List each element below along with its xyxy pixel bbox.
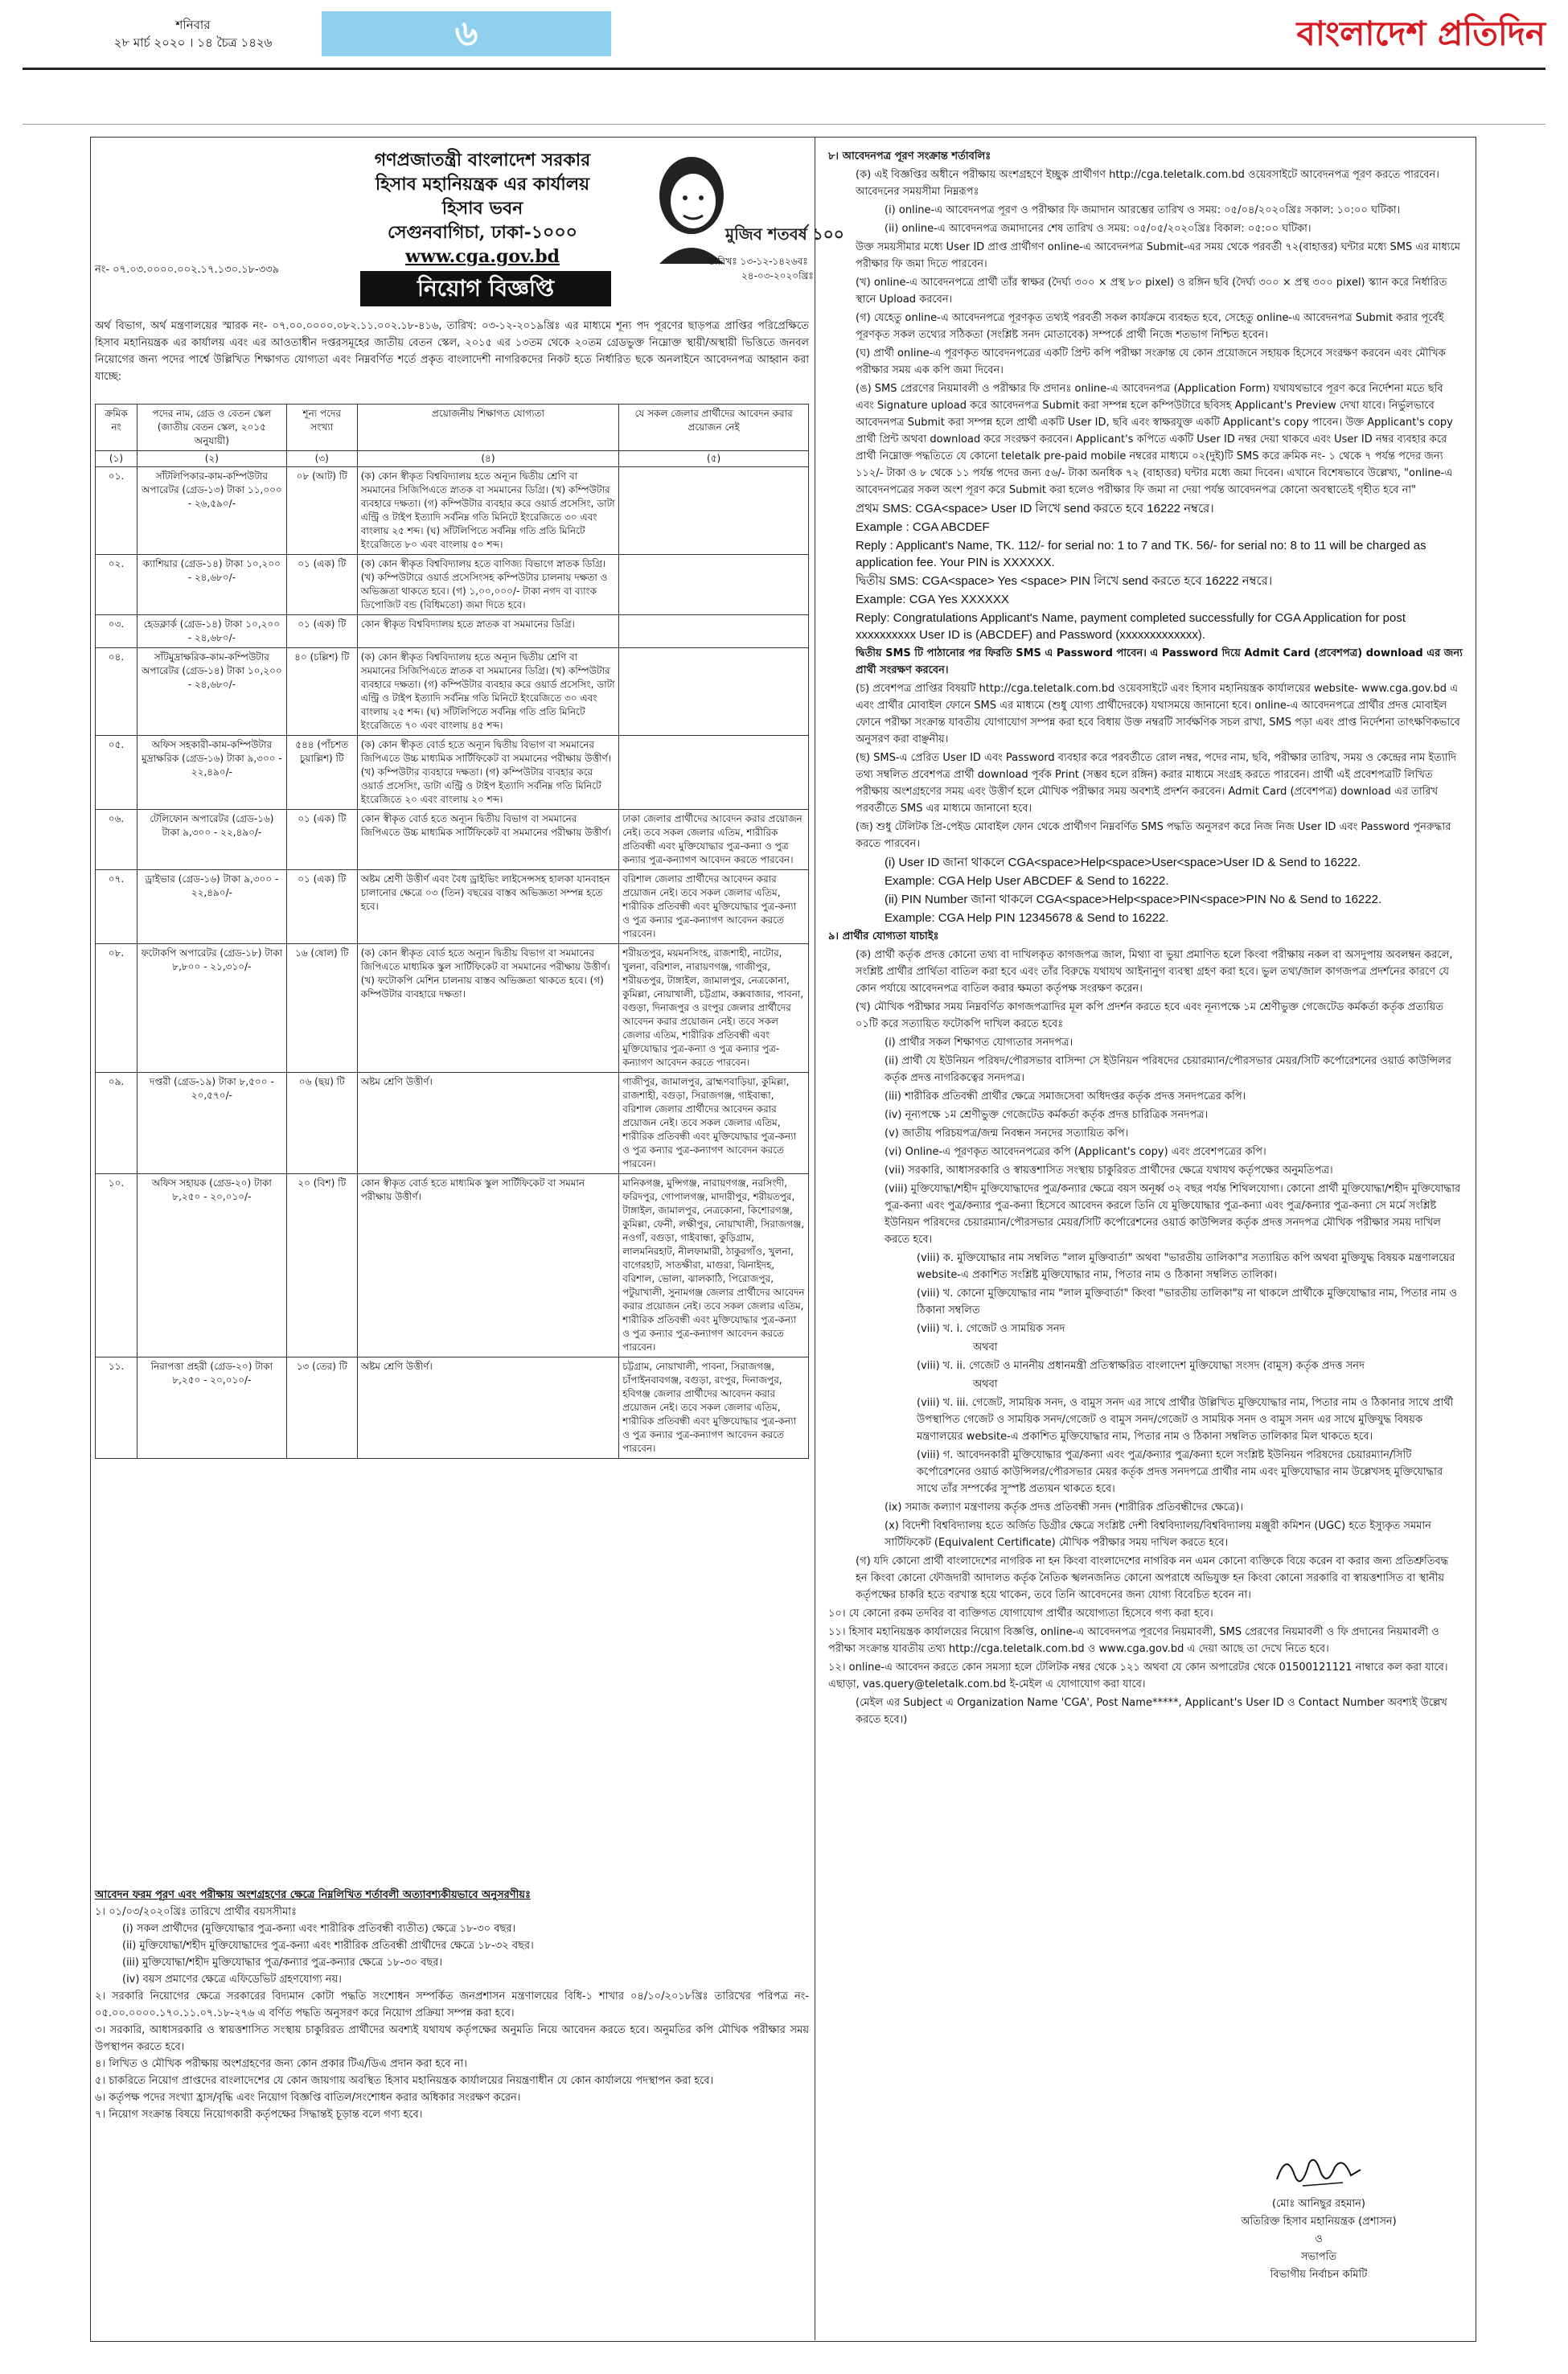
cell-serial: ০৯. [96, 1073, 138, 1174]
section-9-kha: (খ) মৌখিক পরীক্ষার সময় নিম্নবর্ণিত কাগজপত্রাদির মূল কপি প্রদর্শন করতে হবে এবং নূন্যপক্ষে ১ম শ্রেণীভুক্ত গেজেটেড কর্মকর্তা কর্তৃক প্রত্যয়িত ০১টি করে সত্যায়িত ফটোকপি দাখিল করতে হবেঃ [856, 1001, 1443, 1030]
sms-first: প্রথম SMS: CGA<space> User ID লিখে send করতে হবে 16222 নম্বরে। [856, 502, 1214, 515]
cell-count: ১৩ (তের) টি [286, 1357, 357, 1459]
section-9-title: ৯। প্রার্থীর যোগ্যতা যাচাইঃ [828, 930, 939, 943]
cell-count: ০৬ (ছয়) টি [286, 1073, 357, 1174]
section-8-ka: (ক) এই বিজ্ঞপ্তির অধীনে পরীক্ষায় অংশগ্রহণে ইচ্ছুক প্রার্থীগণ http://cga.teletalk.com.bd ওয়েবসাইটে আবেদনপত্র পূরণ করতে পারবেন। আবেদনের সময়সীমা নিম্নরূপঃ [856, 169, 1439, 198]
cell-count: ০১ (এক) টি [286, 555, 357, 615]
cell-serial: ০৫. [96, 736, 138, 810]
cell-qualification: (ক) কোন স্বীকৃত বিশ্ববিদ্যালয় হতে অন্যূন দ্বিতীয় শ্রেণি বা সমমানের সিজিপিএতে স্নাতক বা সমমানের ডিগ্রি। (খ) কম্পিউটার ব্যবহারে দক্ষতা। (গ) কম্পিউটার ব্যবহার করে ওয়ার্ড প্রসেসিং, ডাটা এন্ট্রি ও টাইপ ইত্যাদি সর্বনিম্ন গতি মিনিটে ইংরেজিতে ৩০ এবং বাংলায় ২৫ শব্দ। (ঘ) সাঁটলিপিতে সর্বনিম্ন গতি প্রতি মিনিটে ইংরেজিতে ৭০ এবং বাংলায় ৪৫ শব্দ। [357, 648, 619, 736]
section-11: ১১। হিসাব মহানিয়ন্ত্রক কার্যালয়ের নিয়োগ বিজ্ঞপ্তি, online-এ আবেদনপত্র পূরণের নিয়মাবলী, SMS প্রেরণের নিয়মাবলী ও ফি প্রদানের নিয়মাবলী ও পরীক্ষা সংক্রান্ত যাবতীয় তথ্য http://cga.teletalk.com.bd ও www.cga.gov.bd এ দেয়া আছে তা দেখে নিতে হবে। [828, 1626, 1439, 1655]
section-8-chha: (ছ) SMS-এ প্রেরিত User ID এবং Password ব্যবহার করে পরবর্তীতে রোল নম্বর, পদের নাম, ছবি, পরীক্ষার তারিখ, সময় ও কেন্দ্রের নাম ইত্যাদি তথ্য সম্বলিত প্রবেশপত্র প্রার্থী download পূর্বক Print (সম্ভব হলে রঙ্গিন) করার মাধ্যমে সংগ্রহ করতে পারবেন। প্রার্থী এই প্রবেশপত্রটি লিখিত পরীক্ষায় অংশগ্রহণের সময় এবং উত্তীর্ণ হলে মৌখিক পরীক্ষার সময় অবশ্যই প্রদর্শন করবেন। Admit Card (প্রবেশপত্র) download এর তারিখ পরবর্তীতে SMS এর মাধ্যমে জানানো হবে। [856, 752, 1457, 815]
section-8-uma: (ঙ) SMS প্রেরণের নিয়মাবলী ও পরীক্ষার ফি প্রদানঃ online-এ আবেদনপত্র (Application Form) যথাযথভাবে পূরণ করে নির্দেশনা মতে ছবি এবং Signature upload করে আবেদনপত্র Submit করা সম্পন্ন হলে কম্পিউটারে ছবিসহ Applicant's Preview দেখা যাবে। নির্ভুলভাবে আবেদনপত্র Submit করা সম্পন্ন হলে প্রার্থী একটি User ID, ছবি এবং স্বাক্ষরযুক্ত একটি Applicant's copy পাবেন। উক্ত Applicant's copy প্রার্থী প্রিন্ট অথবা download করে সংরক্ষণ করবেন। Applicant's কপিতে একটি User ID নম্বর দেয়া থাকবে এবং User ID নম্বর ব্যবহার করে প্রার্থী নিম্নোক্ত পদ্ধতিতে যে কোনো teletalk pre-paid mobile নম্বরের মাধ্যমে ০২(দুই)টি SMS করে ক্রমিক নং- ১ থেকে ৭ পর্যন্ত পদের জন্য ১১২/- টাকা ও ৮ থেকে ১১ পর্যন্ত পদের জন্য ৫৬/- টাকা অনধিক ৭২ (বাহাত্তর) ঘন্টার মধ্যে জমা দিবেন। এখানে বিশেষভাবে উল্লেখ্য, "online-এ আবেদনপত্রের সকল অংশ পূরণ করে Submit করা হলেও পরীক্ষার ফি জমা না দেয়া পর্যন্ত আবেদনপত্র কোনো অবস্থাতেই গৃহীত হবে না" [856, 383, 1453, 496]
office-website[interactable]: www.cga.gov.bd [404, 246, 560, 267]
cell-district: গাজীপুর, জামালপুর, ব্রাহ্মণবাড়িয়া, কুমিল্লা, রাজশাহী, বগুড়া, সিরাজগঞ্জ, গাইবান্ধা, বরিশাল জেলার প্রার্থীদের আবেদন করার প্রয়োজন নেই। তবে সকল জেলার এতিম, শারীরিক প্রতিবন্ধী এবং মুক্তিযোদ্ধার পুত্র-কন্যা ও পুত্র কন্যার পুত্র-কন্যাগণ আবেদন করতে পারবেন। [619, 1073, 809, 1174]
table-row [96, 944, 809, 1073]
document-item: (vi) Online-এ পূরণকৃত আবেদনপত্রের কপি (Applicant's copy) এবং প্রবেশপত্রের কপি। [885, 1146, 1266, 1158]
table-row [96, 810, 809, 870]
document-item: (ii) প্রার্থী যে ইউনিয়ন পরিষদ/পৌরসভার বাসিন্দা সে ইউনিয়ন পরিষদের চেয়ারম্যান/পৌরসভার মেয়র/সিটি কর্পোরেশনের ওয়ার্ড কাউন্সিলর কর্তৃক প্রদত্ত নাগরিকত্বের সনদপত্র। [885, 1055, 1451, 1084]
freedom-fighter-doc: (viii) খ. i. গেজেট ও সাময়িক সনদ [917, 1323, 1065, 1335]
table-header-row [96, 405, 809, 451]
header-post: পদের নাম, গ্রেড ও বেতন স্কেল (জাতীয় বেতন স্কেল, ২০১৫ অনুযায়ী) [137, 405, 286, 451]
signatory-name: (মোঃ আনিছুর রহমান) [1271, 2198, 1365, 2210]
signature-block [1182, 2195, 1455, 2284]
table-row [96, 467, 809, 555]
condition-subitem: (i) সকল প্রার্থীদের (মুক্তিযোদ্ধার পুত্র-কন্যা এবং শারীরিক প্রতিবন্ধী ব্যতীত) ক্ষেত্রে ১৮-৩০ বছর। [122, 1923, 516, 1935]
cell-serial: ০৬. [96, 810, 138, 870]
handwritten-signature [1270, 2147, 1367, 2195]
cell-post: হেডক্লার্ক (গ্রেড-১৪) টাকা ১০,২০০ - ২৪,৬৮০/- [137, 615, 286, 648]
building-name: হিসাব ভবন [441, 198, 523, 219]
cell-district [619, 467, 809, 555]
issue-day: শনিবার [175, 18, 211, 32]
table-row [96, 648, 809, 736]
section-12: ১২। online-এ আবেদন করতে কোন সমস্যা হলে টেলিটক নম্বর থেকে ১২১ অথবা যে কোন অপারেটর থেকে 01500121121 নাম্বারে কল করা যাবে। এছাড়া, vas.query@teletalk.com.bd ই-মেইল এ যোগাযোগ করা যাবে। [828, 1661, 1448, 1690]
section-8-ja: (জ) শুধু টেলিটক প্রি-পেইড মোবাইল ফোন থেকে প্রার্থীগণ নিম্নবর্ণিত SMS পদ্ধতি অনুসরণ করে নিজ নিজ User ID এবং Password পুনরুদ্ধার করতে পারবেন। [856, 821, 1451, 850]
section-8-ka-ii: (ii) online-এ আবেদনপত্র জমাদানের শেষ তারিখ ও সময়: ০৫/০৫/২০২০খ্রিঃ বিকাল: ০৫:০০ ঘটিকা। [885, 223, 1311, 235]
document-item: (v) জাতীয় পরিচয়পত্র/জন্ম নিবন্ধন সনদের সত্যায়িত কপি। [885, 1127, 1129, 1140]
memo-date-label: তারিখঃ [708, 256, 737, 267]
memo-number: নং- ০৭.০৩.০০০০.০০২.১৭.১৩০.১৮-৩৩৯ [95, 264, 280, 276]
signatory-and: ও [1315, 2233, 1323, 2245]
section-9-ga: (গ) যদি কোনো প্রার্থী বাংলাদেশের নাগরিক না হন কিংবা বাংলাদেশের নাগরিক নন এমন কোনো ব্যক্তিকে বিয়ে করেন বা করার জন্য প্রতিশ্রুতিবদ্ধ হন কিংবা কোনো ফৌজদারী আদালত কর্তৃক নৈতিক স্খলনজনিত কোনো অপরাধে অভিযুক্ত হন কিংবা কোনো সরকারি বা স্বায়ত্তশাসিত বা স্থানীয় কর্তৃপক্ষের চাকরি হতে বরখাস্ত হয়ে থাকেন, তবে তিনি আবেদনের জন্য যোগ্য বিবেচিত হবেন না। [856, 1555, 1449, 1601]
cell-post: অফিস সহকারী-কাম-কম্পিউটার মুদ্রাক্ষরিক (গ্রেড-১৬) টাকা ৯,৩০০ - ২২,৪৯০/- [137, 736, 286, 810]
document-item: (ix) সমাজ কল্যাণ মন্ত্রণালয় কর্তৃক প্রদত্ত প্রতিবন্ধী সনদ (শারীরিক প্রতিবন্ধীদের ক্ষেত্রে)। [885, 1501, 1244, 1514]
cell-qualification: (ক) কোন স্বীকৃত বোর্ড হতে অন্যূন দ্বিতীয় বিভাগ বা সমমানের জিপিএতে মাধ্যমিক স্কুল সার্টিফিকেট বা সমমানের পরীক্ষায় উত্তীর্ণ। (খ) ফটোকপি মেশিন চালনায় বাস্তব অভিজ্ঞতা থাকতে হবে। (গ) কম্পিউটার ব্যবহারে দক্ষতা। [357, 944, 619, 1073]
sms-second: দ্বিতীয় SMS: CGA<space> Yes <space> PIN লিখে send করতে হবে 16222 নম্বরে। [856, 574, 1273, 588]
office-name: হিসাব মহানিয়ন্ত্রক এর কার্যালয় [375, 174, 590, 195]
cell-count: ০১ (এক) টি [286, 870, 357, 944]
issue-date [105, 16, 281, 51]
col-number: (২) [137, 451, 286, 467]
document-item: (x) বিদেশী বিশ্ববিদ্যালয় হতে অর্জিত ডিগ্রীর ক্ষেত্রে সংশ্লিষ্ট দেশী বিশ্ববিদ্যালয়/বিশ্ববিদ্যালয় মঞ্জুরী কমিশন (UGC) হতে ইস্যুকৃত সমমান সার্টিফিকেট (Equivalent Certificate) মৌখিক পরীক্ষার সময় দাখিল করতে হবে। [885, 1520, 1431, 1549]
office-header [314, 148, 651, 269]
cell-post: সাঁটমুদ্রাক্ষরিক-কাম-কম্পিউটার অপারেটর (গ্রেড-১৪) টাকা ১০,২০০ - ২৪,৬৮০/- [137, 648, 286, 736]
logo-text: মুজিব শতবর্ষ ১০০ [725, 224, 844, 244]
condition-item: ৬। কর্তৃপক্ষ পদের সংখ্যা হ্রাস/বৃদ্ধি এবং নিয়োগ বিজ্ঞপ্তি বাতিল/সংশোধন করার অধিকার সংরক্ষণ করেন। [95, 2092, 521, 2104]
freedom-fighter-doc: (viii) খ. ii. গেজেট ও মাননীয় প্রধানমন্ত্রী প্রতিস্বাক্ষরিত বাংলাদেশ মুক্তিযোদ্ধা সংসদ (বামুস) কর্তৃক প্রদত্ত সনদ [917, 1360, 1365, 1372]
memo-date-english: ২৪-০৩-২০২০খ্রিঃ [741, 270, 814, 281]
header-district: যে সকল জেলার প্রার্থীদের আবেদন করার প্রয়োজন নেই [619, 405, 809, 451]
condition-item: ১। ০১/০৩/২০২০খ্রিঃ তারিখে প্রার্থীর বয়সসীমাঃ [95, 1906, 297, 1918]
signatory-committee: বিভাগীয় নির্বাচন কমিটি [1270, 2269, 1368, 2281]
document-item: (vii) সরকারি, আধাসরকারি ও স্বায়ত্তশাসিত সংস্থায় চাকুরিরত প্রার্থীদের ক্ষেত্রে যথাযথ কর্তৃপক্ষের অনুমতিপত্র। [885, 1164, 1333, 1177]
condition-item: ৪। লিখিত ও মৌখিক পরীক্ষায় অংশগ্রহণের জন্য কোন প্রকার টিএ/ডিএ প্রদান করা হবে না। [95, 2058, 467, 2070]
section-10: ১০। যে কোনো রকম তদবির বা ব্যক্তিগত যোগাযোগ প্রার্থীর অযোগ্যতা হিসেবে গণ্য করা হবে। [828, 1608, 1213, 1620]
memo-date-bangla: ১৩-১২-১৪২৬বঃ [740, 256, 808, 267]
freedom-fighter-doc: (viii) খ. কোনো মুক্তিযোদ্ধার নাম "লাল মুক্তিবার্তা" কিংবা "ভারতীয় তালিকা"য় না থাকলে প্রার্থীকে মুক্তিযোদ্ধার নাম, পিতার নাম ও ঠিকানা সম্বলিত [917, 1288, 1458, 1316]
recovery-user-id-example: Example: CGA Help User ABCDEF & Send to 16222. [885, 874, 1169, 888]
cell-district: বরিশাল জেলার প্রার্থীদের আবেদন করার প্রয়োজন নেই। তবে সকল জেলার এতিম, শারীরিক প্রতিবন্ধী এবং মুক্তিযোদ্ধার পুত্র-কন্যা ও পুত্র কন্যার পুত্র-কন্যাগণ আবেদন করতে পারবেন। [619, 870, 809, 944]
section-8-ka-note: উক্ত সময়সীমার মধ্যে User ID প্রাপ্ত প্রার্থীগণ online-এ আবেদনপত্র Submit-এর সময় থেকে পরবর্তী ৭২(বাহাত্তর) ঘন্টার মধ্যে SMS এর মাধ্যমে পরীক্ষার ফি জমা দিতে পারবেন। [856, 241, 1461, 270]
cell-serial: ০৮. [96, 944, 138, 1073]
cell-qualification: কোন স্বীকৃত বোর্ড হতে মাধ্যমিক স্কুল সার্টিফিকেট বা সমমান পরীক্ষায় উত্তীর্ণ। [357, 1174, 619, 1357]
col-number: (৪) [357, 451, 619, 467]
table-row [96, 736, 809, 810]
recovery-pin: (ii) PIN Number জানা থাকলে CGA<space>Help<space>PIN<space>PIN No & Send to 16222. [885, 893, 1382, 906]
document-item: (viii) মুক্তিযোদ্ধা/শহীদ মুক্তিযোদ্ধাদের পুত্র/কন্যার ক্ষেত্রে বয়স অনূর্ধ্ব ৩২ বছর পর্যন্ত শিথিলযোগ্য। কোনো প্রার্থী মুক্তিযোদ্ধা/শহীদ মুক্তিযোদ্ধার পুত্র-কন্যা এবং পুত্র/কন্যার পুত্র-কন্যা হিসেবে আবেদন করলে তিনি যে মুক্তিযোদ্ধার পুত্র-কন্যা এবং পুত্র/কন্যার পুত্র-কন্যা সে মর্মে সংশ্লিষ্ট ইউনিয়ন পরিষদের চেয়ারম্যান/পৌরসভার মেয়র/সিটি কর্পোরেশনের ওয়ার্ড কাউন্সিলর কর্তৃক প্রদত্ত সনদপত্র মৌখিক পরীক্ষার সময় দাখিল করতে হবে। [885, 1183, 1461, 1246]
col-number: (৫) [619, 451, 809, 467]
table-column-number-row [96, 451, 809, 467]
memo-date [708, 254, 814, 283]
document-item: (iv) নূন্যপক্ষে ১ম শ্রেণীভুক্ত গেজেটেড কর্মকর্তা কর্তৃক প্রদত্ত চারিত্রিক সনদপত্র। [885, 1109, 1209, 1121]
intro-paragraph: অর্থ বিভাগ, অর্থ মন্ত্রণালয়ের স্মারক নং- ০৭.০০.০০০০.০৮২.১১.০০২.১৮-৪১৬, তারিখ: ০৩-১২-২০১৯খ্রিঃ এর মাধ্যমে শূন্য পদ পূরণের ছাড়পত্র প্রাপ্তির পরিপ্রেক্ষিতে হিসাব মহানিয়ন্ত্রক এর কার্যালয় এবং এর আওতাধীন দপ্তরসমূহের জাতীয় বেতন স্কেল, ২০১৫ এর ১৩তম থেকে ২০তম গ্রেডভুক্ত নিম্নোক্ত স্থায়ী/অস্থায়ী ভিত্তিতে জনবল নিয়োগের জন্য পদের পার্শ্বে উল্লিখিত শিক্ষাগত যোগ্যতা এবং নিম্নবর্ণিত শর্তে প্রকৃত বাংলাদেশী নাগরিকদের নিকট হতে নির্ধারিত ছকে অনলাইনে আবেদনপত্র আহ্বান করা যাচ্ছে: [95, 320, 809, 383]
masthead-subdivider [23, 124, 1545, 125]
cell-post: টেলিফোন অপারেটর (গ্রেড-১৬) টাকা ৯,৩০০ - ২২,৪৯০/- [137, 810, 286, 870]
cell-serial: ১০. [96, 1174, 138, 1357]
office-address: সেগুনবাগিচা, ঢাকা-১০০০ [388, 222, 577, 243]
condition-item: ৭। নিয়োগ সংক্রান্ত বিষয়ে নিয়োগকারী কর্তৃপক্ষের সিদ্ধান্তই চূড়ান্ত বলে গণ্য হবে। [95, 2109, 423, 2121]
cell-serial: ০১. [96, 467, 138, 555]
freedom-fighter-doc: (viii) খ. iii. গেজেট, সাময়িক সনদ, ও বামুস সনদ এর সাথে প্রার্থীর উল্লিখিত মুক্তিযোদ্ধার নাম, পিতার নাম ও ঠিকানার সাথে প্রার্থী উপস্থাপিত গেজেট ও সাময়িক সনদ/গেজেট ও বামুস সনদ/গেজেট ও সাময়িক সনদ ও বামুস সনদ এর সাথে মুক্তিযুদ্ধ বিষয়ক মন্ত্রণালয়ের website-এ প্রকাশিত মুক্তিযোদ্ধার নাম, পিতার নাম ও ঠিকানা সম্বলিত তালিকার মিল থাকতে হবে। [917, 1397, 1454, 1443]
section-8-kha: (খ) online-এ আবেদনপত্রে প্রার্থী তাঁর স্বাক্ষর (দৈর্ঘ্য ৩০০ × প্রস্থ ৮০ pixel) ও রঙ্গিন ছবি (দৈর্ঘ্য ৩০০ × প্রস্থ ৩০০ pixel) স্ক্যান করে নির্ধারিত স্থানে Upload করবেন। [856, 277, 1447, 306]
sms-second-reply: Reply: Congratulations Applicant's Name, payment completed successfully for CGA Application for post xxxxxxxxxx User ID is (ABCDEF) and Password (xxxxxxxxxxxxx). [856, 611, 1406, 642]
cell-qualification: অষ্টম শ্রেণী উত্তীর্ণ এবং বৈধ ড্রাইভিং লাইসেন্সসহ হালকা যানবাহন চালানোর ক্ষেত্রে ০৩ (তিন) বছরের বাস্তব অভিজ্ঞতা সম্পন্ন হতে হবে। [357, 870, 619, 944]
cell-serial: ১১. [96, 1357, 138, 1459]
right-column [828, 148, 1463, 1730]
section-9-ka: (ক) প্রার্থী কর্তৃক প্রদত্ত কোনো তথ্য বা দাখিলকৃত কাগজপত্র জাল, মিথ্যা বা ভুয়া প্রমাণিত হলে কিংবা পরীক্ষায় নকল বা অসদুপায় অবলম্বন করলে, সংশ্লিষ্ট প্রার্থীর প্রার্থিতা বাতিল করা হবে এবং তাঁর বিরুদ্ধে যথাযথ আইনানুগ ব্যবস্থা গ্রহণ করা হবে। ভুল তথ্য/জাল কাগজপত্র প্রদর্শনের কারণে যে কোন পর্যায়ে আবেদনপত্র বাতিল করার ক্ষমতা কর্তৃপক্ষ সংরক্ষণ করেন। [856, 949, 1453, 995]
table-row [96, 1174, 809, 1357]
cell-count: ২০ (বিশ) টি [286, 1174, 357, 1357]
page-number-banner: ৬ [322, 11, 611, 56]
cell-district [619, 736, 809, 810]
cell-count: ০১ (এক) টি [286, 615, 357, 648]
section-8-ka-i: (i) online-এ আবেদনপত্র পূরণ ও পরীক্ষার ফি জমাদান আরম্ভের তারিখ ও সময়: ০৫/০৪/২০২০খ্রিঃ সকাল: ১০:০০ ঘটিকা। [885, 204, 1401, 216]
sms-second-example: Example: CGA Yes XXXXXX [856, 593, 1009, 606]
cell-post: ফটোকপি অপারেটর (গ্রেড-১৮) টাকা ৮,৮০০ - ২১,৩১০/- [137, 944, 286, 1073]
cell-district: মানিকগঞ্জ, মুন্সিগঞ্জ, নারায়ণগঞ্জ, নরসিংদী, ফরিদপুর, গোপালগঞ্জ, মাদারীপুর, শরীয়তপুর, টাঙ্গাইল, জামালপুর, নেত্রকোনা, কিশোরগঞ্জ, কুমিল্লা, ফেনী, লক্ষীপুর, নোয়াখালী, সিরাজগঞ্জ, নওগাঁ, বগুড়া, গাইবান্ধা, কুড়িগ্রাম, লালমনিরহাট, নীলফামারী, ঠাকুরগাঁও, খুলনা, বাগেরহাট, সাতক্ষীরা, মাগুরা, ঝিনাইদহ, বরিশাল, ভোলা, ঝালকাঠি, পিরোজপুর, পটুয়াখালী, সুনামগঞ্জ জেলার প্রার্থীদের আবেদন করার প্রয়োজন নেই। তবে সকল জেলার এতিম, শারীরিক প্রতিবন্ধী এবং মুক্তিযোদ্ধার পুত্র-কন্যা ও পুত্র কন্যার পুত্র-কন্যাগণ আবেদন করতে পারবেন। [619, 1174, 809, 1357]
condition-subitem: (ii) মুক্তিযোদ্ধা/শহীদ মুক্তিযোদ্ধাদের পুত্র-কন্যা এবং শারীরিক প্রতিবন্ধী প্রার্থীদের ক্ষেত্রে ১৮-৩২ বছর। [122, 1940, 534, 1952]
col-number: (১) [96, 451, 138, 467]
cell-serial: ০২. [96, 555, 138, 615]
newspaper-logo: বাংলাদেশ প্রতিদিন [1296, 14, 1545, 53]
header-qualification: প্রয়োজনীয় শিক্ষাগত যোগ্যতা [357, 405, 619, 451]
freedom-fighter-doc: (viii) ক. মুক্তিযোদ্ধার নাম সম্বলিত "লাল মুক্তিবার্তা" অথবা "ভারতীয় তালিকা"র সত্যায়িত কপি অথবা মুক্তিযুদ্ধ বিষয়ক মন্ত্রণালয়ের website-এ প্রকাশিত সংশ্লিষ্ট মুক্তিযোদ্ধার নাম, পিতার নাম ও ঠিকানা সম্বলিত তালিকা। [917, 1252, 1455, 1281]
header-serial: ক্রমিক নং [96, 405, 138, 451]
col-number: (৩) [286, 451, 357, 467]
masthead-divider [23, 68, 1545, 70]
sms-first-reply: Reply : Applicant's Name, TK. 112/- for serial no: 1 to 7 and TK. 56/- for serial no: 8 to 11 will be charged as application fee. Your PIN is XXXXXX. [856, 539, 1426, 569]
govt-name: গণপ্রজাতন্ত্রী বাংলাদেশ সরকার [374, 150, 591, 170]
recovery-user-id: (i) User ID জানা থাকলে CGA<space>Help<space>User<space>User ID & Send to 16222. [885, 856, 1361, 869]
cell-post: ক্যাশিয়ার (গ্রেড-১৪) টাকা ১০,২০০ - ২৪,৬৮০/- [137, 555, 286, 615]
or-label: অথবা [973, 1378, 998, 1390]
document-item: (iii) শারীরিক প্রতিবন্ধী প্রার্থীর ক্ষেত্রে সমাজসেবা অধিদপ্তর কর্তৃক প্রদত্ত সনদপত্রের কপি। [885, 1090, 1246, 1103]
cell-count: ১৬ (ষোল) টি [286, 944, 357, 1073]
table-row [96, 555, 809, 615]
document-item: (i) প্রার্থীর সকল শিক্ষাগত যোগ্যতার সনদপত্র। [885, 1037, 1073, 1049]
cell-serial: ০৭. [96, 870, 138, 944]
cell-count: ৫৪৪ (পাঁচশত চুয়াল্লিশ) টি [286, 736, 357, 810]
section-8-ga: (গ) যেহেতু online-এ আবেদনপত্রে পূরণকৃত তথ্যই পরবর্তী সকল কার্যক্রমে ব্যবহৃত হবে, সেহেতু online-এ আবেদনপত্র Submit করার পূর্বেই পূরণকৃত সকল তথ্যের সঠিকতা (সংশ্লিষ্ট সনদ মোতাবেক) সম্পর্কে প্রার্থী নিজে শতভাগ নিশ্চিত হবেন। [856, 312, 1444, 341]
cell-post: নিরাপত্তা প্রহরী (গ্রেড-২০) টাকা ৮,২৫০ - ২০,০১০/- [137, 1357, 286, 1459]
or-label: অথবা [973, 1341, 998, 1353]
cell-district: ঢাকা জেলার প্রার্থীদের আবেদন করার প্রয়োজন নেই। তবে সকল জেলার এতিম, শারীরিক প্রতিবন্ধী এবং মুক্তিযোদ্ধার পুত্র-কন্যা ও পুত্র কন্যার পুত্র-কন্যাগণ আবেদন করতে পারবেন। [619, 810, 809, 870]
sms-first-example: Example : CGA ABCDEF [856, 520, 990, 534]
cell-qualification: কোন স্বীকৃত বোর্ড হতে অন্যূন দ্বিতীয় বিভাগ বা সমমানের জিপিএতে উচ্চ মাধ্যমিক সার্টিফিকেট বা সমমানের পরীক্ষায় উত্তীর্ণ। [357, 810, 619, 870]
section-8-title: ৮। আবেদনপত্র পূরণ সংক্রান্ত শর্তাবলিঃ [828, 150, 991, 162]
sms-second-note: দ্বিতীয় SMS টি পাঠানোর পর ফিরতি SMS এ Password পাবেন। এ Password দিয়ে Admit Card (প্রবেশপত্র) download এর জন্য প্রার্থী সংরক্ষণ করবেন। [856, 647, 1463, 676]
cell-post: অফিস সহায়ক (গ্রেড-২০) টাকা ৮,২৫০ - ২০,০১০/- [137, 1174, 286, 1357]
condition-item: ৩। সরকারি, আধাসরকারি ও স্বায়ত্তশাসিত সংস্থায় চাকুরিরত প্রার্থীদের অবশ্যই যথাযথ কর্তৃপক্ষের অনুমতি নিয়ে আবেদন করতে হবে। অনুমতির কপি মৌখিক পরীক্ষার সময় উপস্থাপন করতে হবে। [95, 2024, 809, 2053]
cell-qualification: কোন স্বীকৃত বিশ্ববিদ্যালয় হতে স্নাতক বা সমমানের ডিগ্রি। [357, 615, 619, 648]
conditions-title: আবেদন ফরম পূরণ এবং পরীক্ষায় অংশগ্রহণের ক্ষেত্রে নিম্নলিখিত শর্তাবলী অত্যাবশ্যকীয়ভাবে অনুসরণীয়ঃ [95, 1889, 531, 1901]
table-row [96, 1073, 809, 1174]
condition-item: ২। সরকারি নিয়োগের ক্ষেত্রে সরকারের বিদ্যমান কোটা পদ্ধতি সংশোধন সম্পর্কিত জনপ্রশাসন মন্ত্রণালয়ের বিধি-১ শাখার ০৪/১০/২০১৮খ্রিঃ তারিখের পরিপত্র নং- ০৫.০০.০০০০.১৭০.১১.০৭.১৮-২৭৬ এ বর্ণিত পদ্ধতি অনুসরণ করে নিয়োগ প্রক্রিয়া সম্পন্ন করা হবে। [95, 1990, 809, 2019]
signatory-role: সভাপতি [1300, 2251, 1337, 2263]
table-row [96, 870, 809, 944]
condition-subitem: (iv) বয়স প্রমাণের ক্ষেত্রে এফিডেভিট গ্রহণযোগ্য নয়। [122, 1974, 342, 1986]
condition-item: ৫। চাকরিতে নিয়োগ প্রাপ্তদের বাংলাদেশের যে কোন জায়গায় অবস্থিত হিসাব মহানিয়ন্ত্রক কার্যালয়ের নিয়ন্ত্রণাধীন যে কোন কার্যালয়ে পদস্থাপন করা হবে। [95, 2075, 714, 2087]
cell-qualification: অষ্টম শ্রেণি উত্তীর্ণ। [357, 1073, 619, 1174]
condition-subitem: (iii) মুক্তিযোদ্ধা/শহীদ মুক্তিযোদ্ধার পুত্র/কন্যার পুত্র-কন্যার ক্ষেত্রে ১৮-৩০ বছর। [122, 1957, 443, 1969]
vacancy-table [95, 404, 809, 1459]
cell-post: দপ্তরী (গ্রেড-১৯) টাকা ৮,৫০০ - ২০,৫৭০/- [137, 1073, 286, 1174]
cell-qualification: অষ্টম শ্রেণি উত্তীর্ণ। [357, 1357, 619, 1459]
cell-serial: ০৪. [96, 648, 138, 736]
signatory-designation: অতিরিক্ত হিসাব মহানিয়ন্ত্রক (প্রশাসন) [1241, 2216, 1397, 2228]
conditions-section [95, 1887, 809, 2123]
cell-qualification: (ক) কোন স্বীকৃত বিশ্ববিদ্যালয় হতে অন্যূন দ্বিতীয় শ্রেণি বা সমমানের সিজিপিএতে স্নাতক বা সমমানের ডিগ্রি। (খ) কম্পিউটার ব্যবহারে দক্ষতা। (গ) কম্পিউটার ব্যবহার করে ওয়ার্ড প্রসেসিং, ডাটা এন্ট্রি ও টাইপ ইত্যাদি সর্বনিম্ন গতি মিনিটে ইংরেজিতে ৩০ এবং বাংলায় ২৫ শব্দ। (ঘ) সাঁটলিপিতে সর্বনিম্ন গতি প্রতি মিনিটে ইংরেজিতে ৮০ এবং বাংলায় ৫০ শব্দ। [357, 467, 619, 555]
cell-district [619, 648, 809, 736]
issue-date-text: ২৮ মার্চ ২০২০ । ১৪ চৈত্র ১৪২৬ [113, 35, 273, 50]
cell-district: শরীয়তপুর, ময়মনসিংহ, রাজশাহী, নাটোর, খুলনা, বরিশাল, নারায়ণগঞ্জ, গাজীপুর, শরীয়তপুর, টাঙ্গাইল, জামালপুর, নেত্রকোনা, কুমিল্লা, নোয়াখালী, চট্টগ্রাম, কক্সবাজার, পাবনা, বগুড়া, দিনাজপুর ও রংপুর জেলার প্রার্থীদের আবেদন করার প্রয়োজন নেই। তবে সকল জেলার এতিম, শারীরিক প্রতিবন্ধী এবং মুক্তিযোদ্ধার পুত্র-কন্যা ও পুত্র কন্যার পুত্র-কন্যাগণ আবেদন করতে পারবেন। [619, 944, 809, 1073]
cell-district [619, 615, 809, 648]
cell-serial: ০৩. [96, 615, 138, 648]
cell-count: ৪০ (চল্লিশ) টি [286, 648, 357, 736]
cell-post: সাঁটলিপিকার-কাম-কম্পিউটার অপারেটর (গ্রেড-১৩) টাকা ১১,০০০ - ২৬,৫৯০/- [137, 467, 286, 555]
notice-title: নিয়োগ বিজ্ঞপ্তি [360, 271, 611, 306]
cell-district: চট্টগ্রাম, নোয়াখালী, পাবনা, সিরাজগঞ্জ, চাঁপাইনবাবগঞ্জ, বগুড়া, রংপুর, দিনাজপুর, হবিগঞ্জ জেলার প্রার্থীদের আবেদন করার প্রয়োজন নেই। তবে সকল জেলার এতিম, শারীরিক প্রতিবন্ধী এবং মুক্তিযোদ্ধার পুত্র-কন্যা ও পুত্র কন্যার পুত্র-কন্যাগণ আবেদন করতে পারবেন। [619, 1357, 809, 1459]
cell-qualification: (ক) কোন স্বীকৃত বোর্ড হতে অন্যূন দ্বিতীয় বিভাগ বা সমমানের জিপিএতে উচ্চ মাধ্যমিক সার্টিফিকেট বা সমমানের পরীক্ষায় উত্তীর্ণ। (খ) কম্পিউটার ব্যবহারে দক্ষতা। (গ) কম্পিউটার ব্যবহার করে ওয়ার্ড প্রসেসিং, ডাটা এন্ট্রি ও টাইপ ইত্যাদি সর্বনিম্ন গতি মিনিটে ইংরেজিতে ২০ এবং বাংলায় ২০ শব্দ। [357, 736, 619, 810]
cell-count: ০১ (এক) টি [286, 810, 357, 870]
newspaper-masthead [0, 0, 1568, 129]
cell-qualification: (ক) কোন স্বীকৃত বিশ্ববিদ্যালয় হতে বাণিজ্য বিভাগে স্নাতক ডিগ্রি। (খ) কম্পিউটারে ওয়ার্ড প্রসেসিংসহ কম্পিউটার চালনায় দক্ষতা ও অভিজ্ঞতা থাকতে হবে। (গ) ১,০০,০০০/- টাকা নগদ বা ব্যাংক ডিপোজিট বন্ড (বিধিমতো) জমা দিতে হবে। [357, 555, 619, 615]
mail-note: (মেইল এর Subject এ Organization Name 'CGA', Post Name*****, Applicant's User ID ও Contact Number অবশ্যই উল্লেখ করতে হবে।) [856, 1697, 1447, 1726]
table-row [96, 1357, 809, 1459]
freedom-fighter-doc: (viii) গ. আবেদনকারী মুক্তিযোদ্ধার পুত্র/কন্যা এবং পুত্র/কন্যার পুত্র/কন্যা হলে সংশ্লিষ্ট ইউনিয়ন পরিষদের চেয়ারম্যান/সিটি কর্পোরেশনের ওয়ার্ড কাউন্সিলর/পৌরসভার মেয়র কর্তৃক প্রদত্ত সনদপত্রে প্রার্থীর নাম এবং মুক্তিযোদ্ধার নাম উল্লেখসহ মুক্তিযোদ্ধার সাথে তাঁর সম্পর্কের সুস্পষ্ট প্রত্যয়ন থাকতে হবে। [917, 1449, 1443, 1495]
cell-district [619, 555, 809, 615]
cell-count: ০৮ (আট) টি [286, 467, 357, 555]
section-8-gha: (ঘ) প্রার্থী online-এ পূরণকৃত আবেদনপত্রের একটি প্রিন্ট কপি পরীক্ষা সংক্রান্ত যে কোন প্রয়োজনে সহায়ক হিসেবে সংরক্ষণ করবেন এবং মৌখিক পরীক্ষার সময় এক কপি জমা দিবেন। [856, 347, 1446, 376]
header-count: শূন্য পদের সংখ্যা [286, 405, 357, 451]
section-8-cha: (চ) প্রবেশপত্র প্রাপ্তির বিষয়টি http://cga.teletalk.com.bd ওয়েবসাইটে এবং হিসাব মহানিয়ন্ত্রক কার্যালয়ের website- www.cga.gov.bd এ এবং প্রার্থীর মোবাইল ফোনে SMS এর মাধ্যমে (শুধু যোগ্য প্রার্থীদেরকে) যথাসময়ে জানানো হবে। online-এ আবেদনপত্রে প্রার্থীর প্রদত্ত মোবাইল ফোনে পরীক্ষা সংক্রান্ত যাবতীয় যোগাযোগ সম্পন্ন করা হবে বিধায় উক্ত নম্বরটি সার্বক্ষণিক সচল রাখা, SMS পড়া এবং প্রাপ্ত নির্দেশনা তাৎক্ষণিকভাবে অনুসরণ করা বাঞ্ছনীয়। [856, 683, 1460, 745]
recovery-pin-example: Example: CGA Help PIN 12345678 & Send to 16222. [885, 911, 1169, 925]
cell-post: ড্রাইভার (গ্রেড-১৬) টাকা ৯,৩০০ - ২২,৪৯০/- [137, 870, 286, 944]
table-row [96, 615, 809, 648]
